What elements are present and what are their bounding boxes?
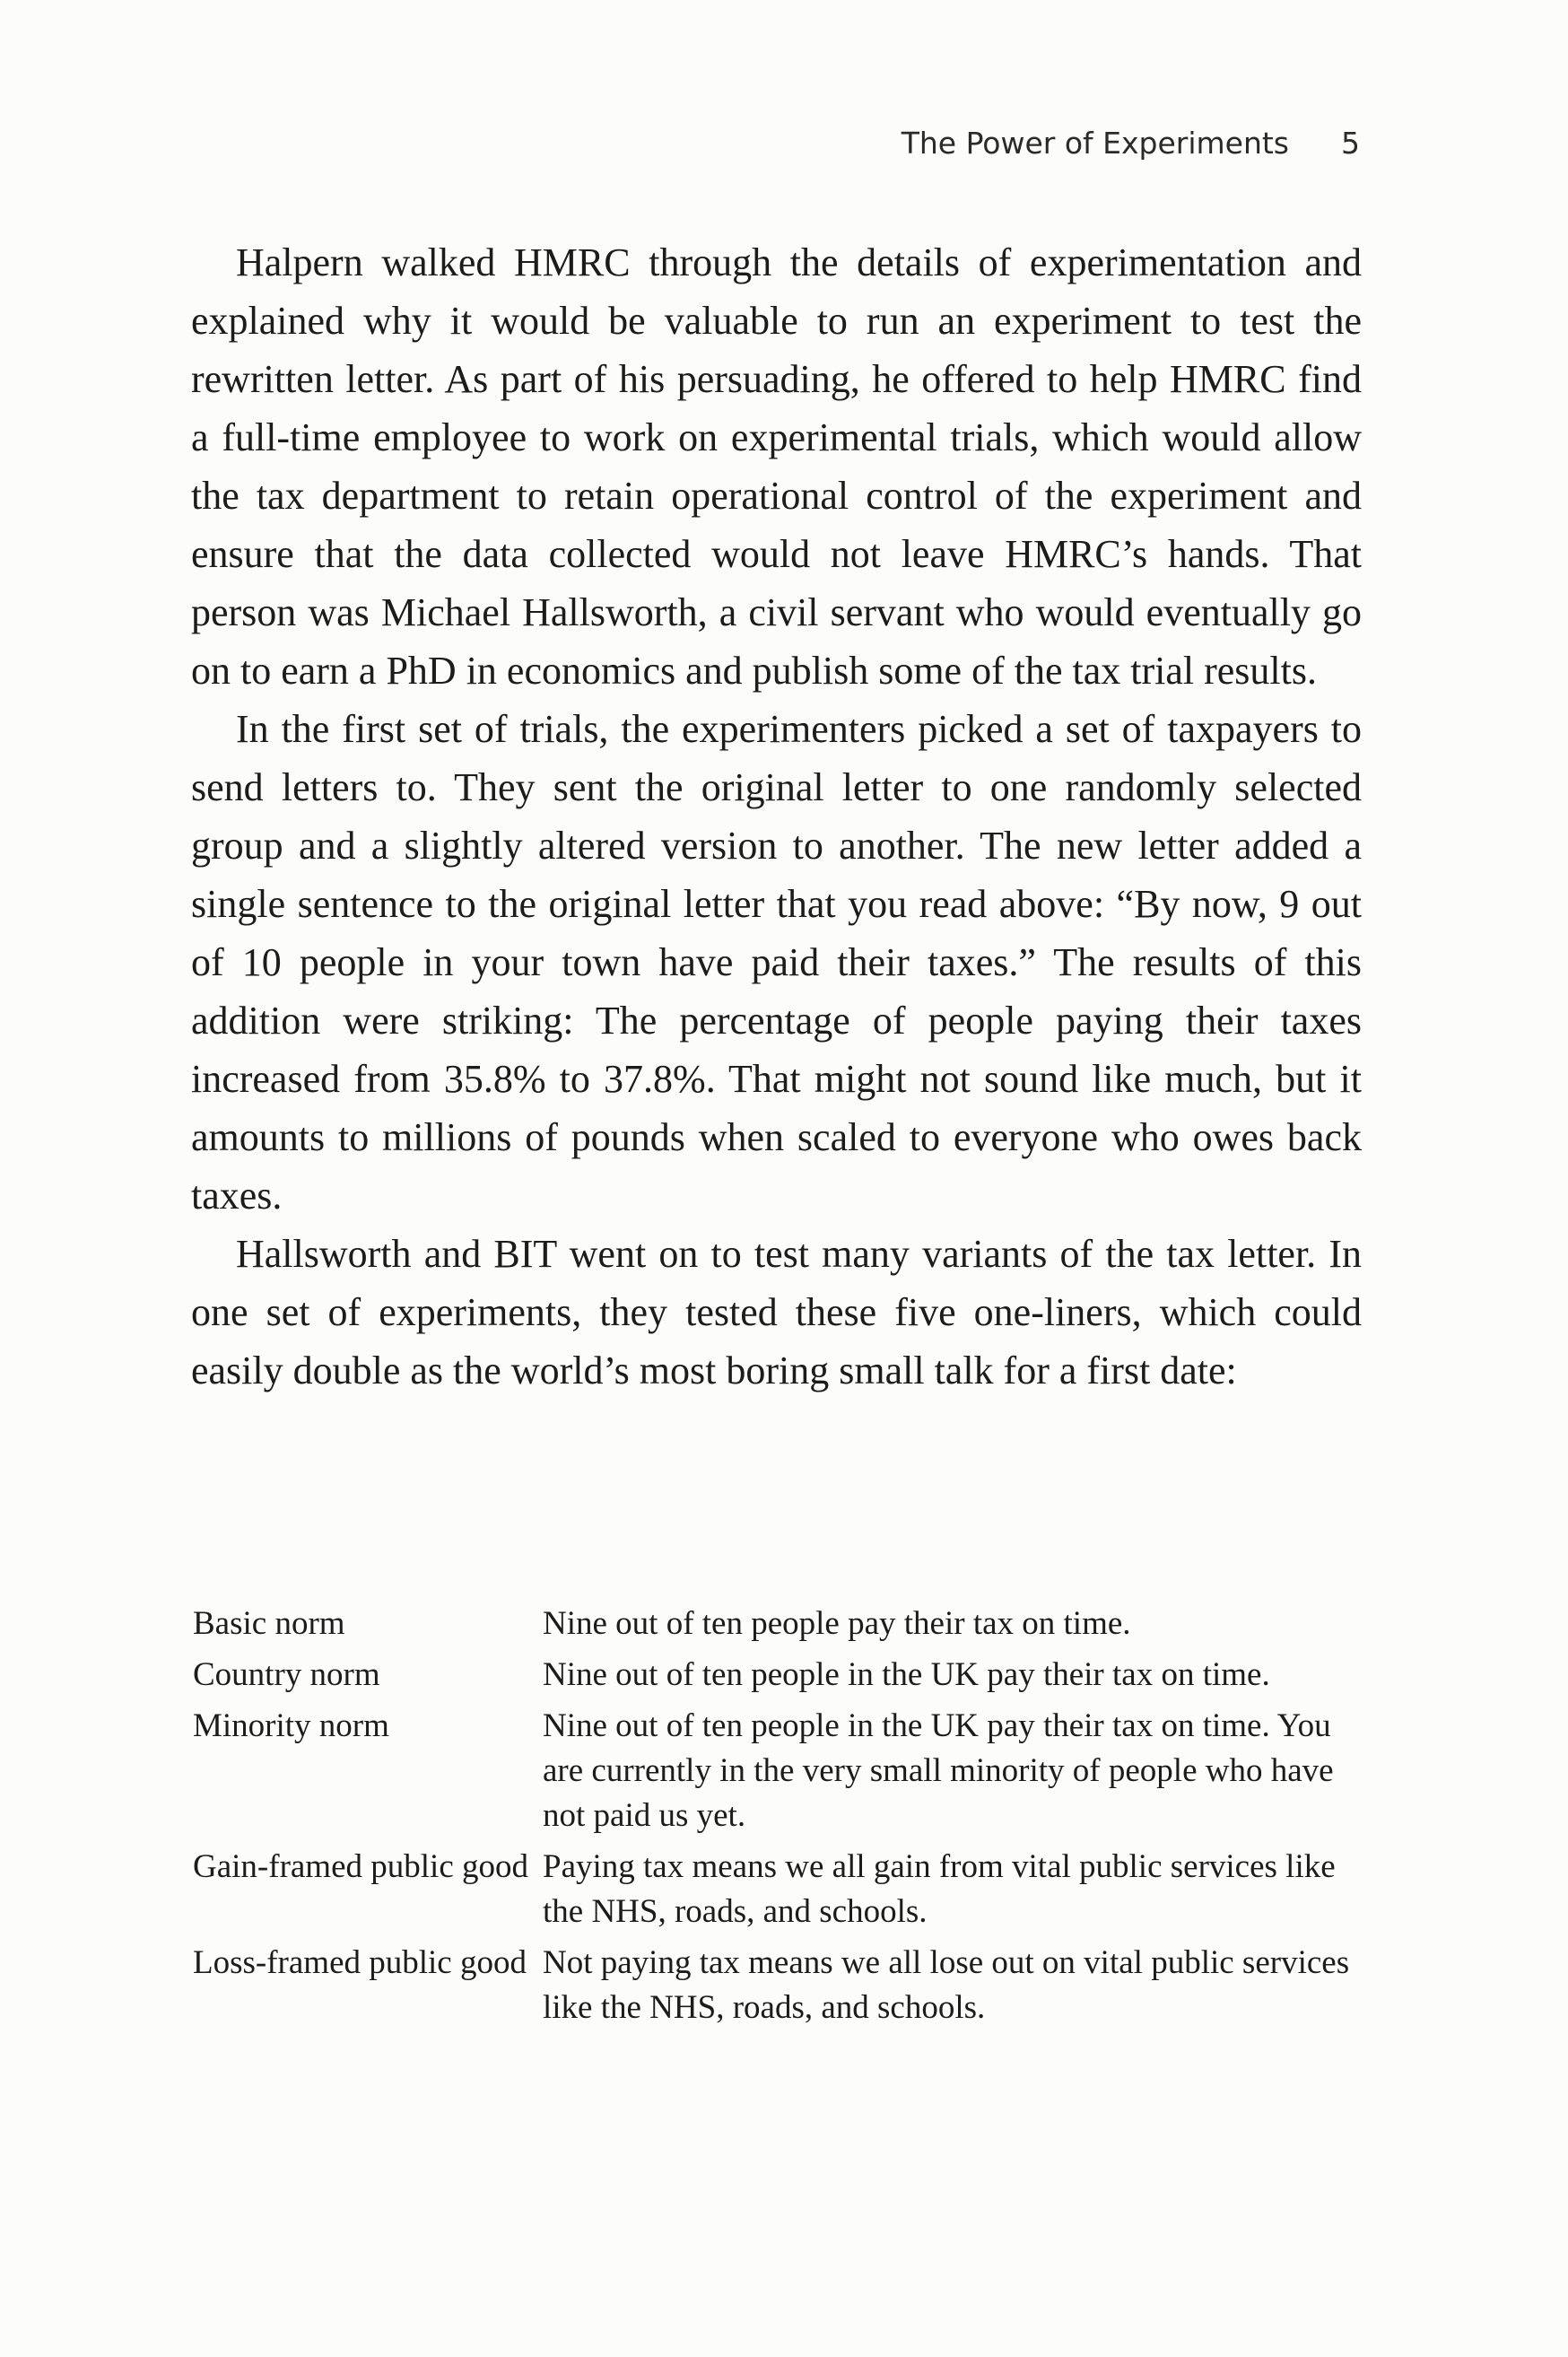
table-row (193, 1704, 1363, 1845)
norm-text: Nine out of ten people in the UK pay their tax on time. (543, 1656, 1270, 1693)
running-header-title: The Power of Experiments (901, 126, 1289, 161)
page-number: 5 (1341, 126, 1360, 161)
table-row (193, 1653, 1363, 1704)
paragraph: In the first set of trials, the experimenters picked a set of taxpayers to send letters to. They sent the original letter to one randomly selected group and a slightly altered version to another. The new letter added a single sentence to the original letter that you read above: “By now, 9 out of 10 people in your town have paid their taxes.” The results of this addition were striking: The percentage of people paying their taxes increased from 35.8% to 37.8%. That might not sound like much, but it amounts to millions of pounds when scaled to everyone who owes back taxes. (191, 707, 1362, 1218)
norm-text: Nine out of ten people pay their tax on time. (543, 1605, 1131, 1642)
table-row (193, 1941, 1363, 2037)
paragraph: Halpern walked HMRC through the details of experimentation and explained why it would be valuable to run an experiment to test the rewritten letter. As part of his persuading, he offered to help HMRC find a full-time employee to work on experimental trials, which would allow the tax department to retain operational control of the experiment and ensure that the data collected would not leave HMRC’s hands. That person was Michael Hallsworth, a civil servant who would eventually go on to earn a PhD in economics and publish some of the tax trial results. (191, 240, 1362, 693)
norm-label: Gain-framed public good (193, 1848, 528, 1885)
norm-text: Nine out of ten people in the UK pay their tax on time. You are currently in the very small minority of people who have not paid us yet. (543, 1707, 1334, 1834)
norm-label: Minority norm (193, 1707, 389, 1744)
norm-label: Basic norm (193, 1605, 345, 1642)
norm-label: Country norm (193, 1656, 380, 1693)
norm-text: Paying tax means we all gain from vital public services like the NHS, roads, and schools. (543, 1848, 1336, 1930)
table-row (193, 1602, 1363, 1653)
paragraph: Hallsworth and BIT went on to test many variants of the tax letter. In one set of experiments, they tested these five one-liners, which could easily double as the world’s most boring small talk for a first date: (191, 1232, 1362, 1392)
norm-label: Loss-framed public good (193, 1944, 527, 1981)
norm-text: Not paying tax means we all lose out on vital public services like the NHS, roads, and schools. (543, 1944, 1350, 2026)
norms-table (193, 1602, 1363, 2037)
body-text (191, 233, 1362, 1400)
table-row (193, 1845, 1363, 1941)
running-header (902, 126, 1360, 161)
